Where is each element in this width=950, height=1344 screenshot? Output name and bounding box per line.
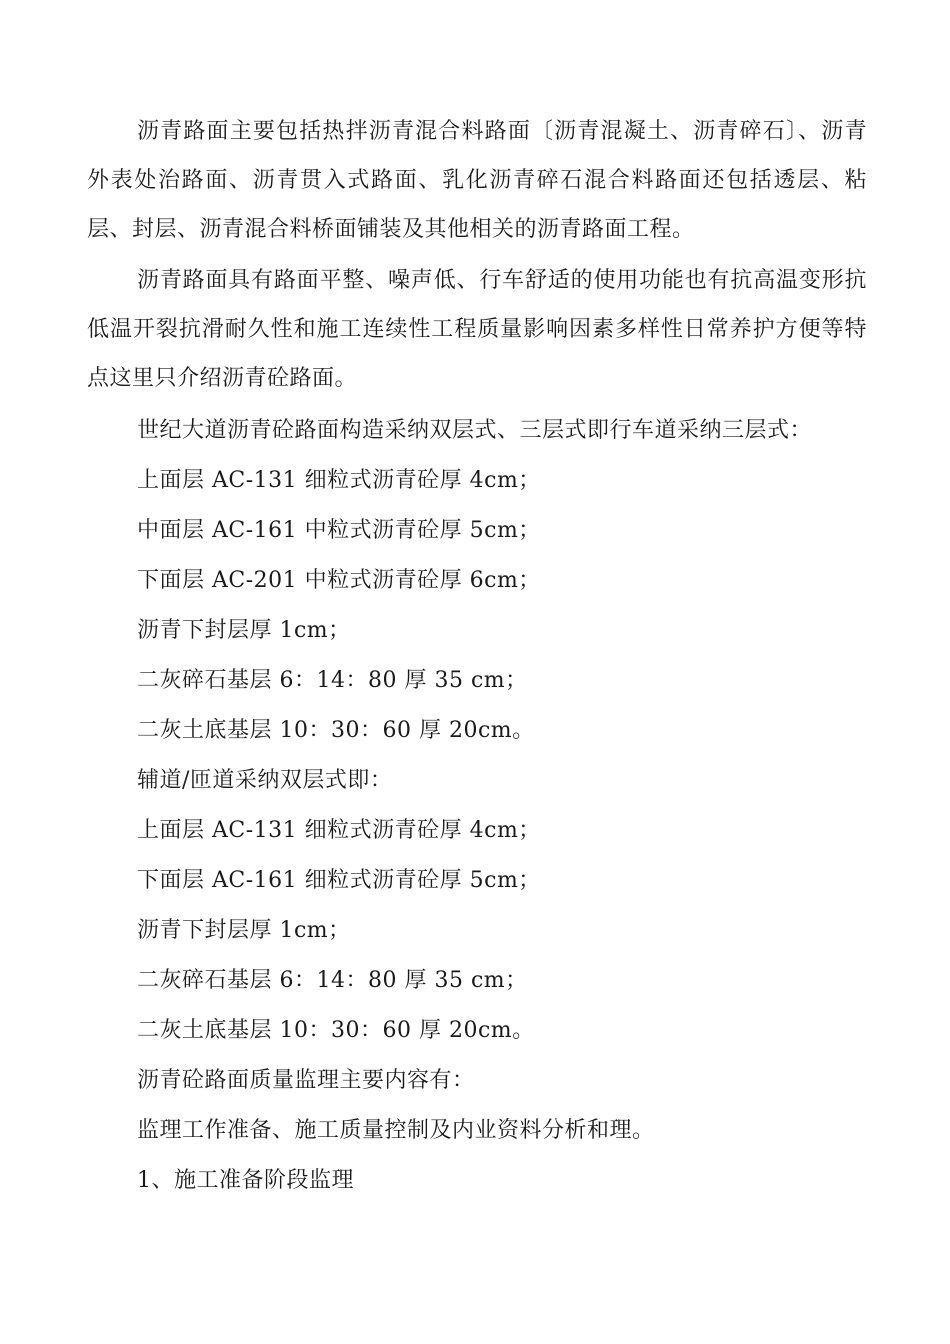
line-supervision-content: 监理工作准备、施工质量控制及内业资料分析和理。 [137,1118,655,1143]
line-aux-lime-gravel-base: 二灰碎石基层 6：14：80 厚 35 cm； [137,968,528,993]
line-lime-soil-subbase: 二灰土底基层 10：30：60 厚 20cm。 [137,718,535,743]
line-supervision-content-heading: 沥青砼路面质量监理主要内容有： [137,1068,475,1093]
paragraph-asphalt-pavement-features: 沥青路面具有路面平整、噪声低、行车舒适的使用功能也有抗高温变形抗低温开裂抗滑耐久性和施工连续性工程质量影响因素多样性日常养护方便等特点这里只介绍沥青砼路面。 [87,268,867,391]
line-upper-layer: 上面层 AC-131 细粒式沥青砼厚 4cm； [137,468,541,493]
line-lime-gravel-base: 二灰碎石基层 6：14：80 厚 35 cm； [137,668,528,693]
line-aux-seal-layer: 沥青下封层厚 1cm； [137,918,351,943]
line-lower-layer: 下面层 AC-201 中粒式沥青砼厚 6cm； [137,568,541,593]
line-aux-lime-soil-subbase: 二灰土底基层 10：30：60 厚 20cm。 [137,1018,535,1043]
line-structure-intro: 世纪大道沥青砼路面构造采纳双层式、三层式即行车道采纳三层式： [137,418,813,443]
section-heading-preparation-stage: 1、施工准备阶段监理 [137,1168,354,1193]
line-aux-lower-layer: 下面层 AC-161 细粒式沥青砼厚 5cm； [137,868,541,893]
line-seal-layer: 沥青下封层厚 1cm； [137,618,351,643]
line-aux-upper-layer: 上面层 AC-131 细粒式沥青砼厚 4cm； [137,818,541,843]
line-middle-layer: 中面层 AC-161 中粒式沥青砼厚 5cm； [137,518,541,543]
line-auxiliary-road-intro: 辅道/匝道采纳双层式即： [137,768,393,793]
paragraph-asphalt-pavement-types: 沥青路面主要包括热拌沥青混合料路面〔沥青混凝土、沥青碎石〕、沥青外表处治路面、沥青贯入式路面、乳化沥青碎石混合料路面还包括透层、粘层、封层、沥青混合料桥面铺装及其他相关的沥青路面工程。 [87,119,867,242]
